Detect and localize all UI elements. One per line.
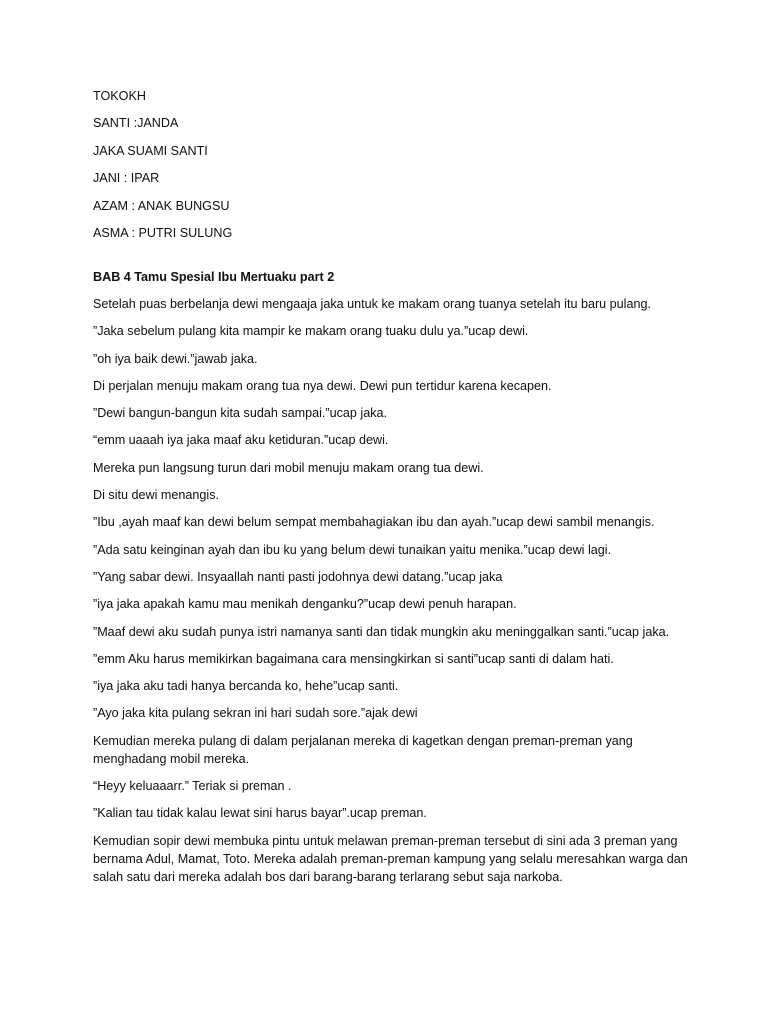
document-body bbox=[93, 87, 693, 895]
cast-line: JANI : IPAR bbox=[93, 171, 160, 186]
paragraph: ”Dewi bangun-bangun kita sudah sampai.”ucap jaka. bbox=[93, 406, 388, 421]
paragraph: “emm uaaah iya jaka maaf aku ketiduran.”ucap dewi. bbox=[93, 433, 389, 448]
story-text bbox=[93, 295, 693, 886]
paragraph: ”oh iya baik dewi.”jawab jaka. bbox=[93, 351, 258, 366]
cast-list bbox=[93, 87, 693, 242]
cast-line: TOKOKH bbox=[93, 89, 146, 103]
cast-line: SANTI :JANDA bbox=[93, 116, 179, 131]
paragraph: Kemudian sopir dewi membuka pintu untuk melawan preman-preman tersebut di sini ada 3 preman yang bernama Adul, Mamat, Toto. Mereka adalah preman-preman kampung yang selalu meresahkan warga dan salah satu dari mereka adalah bos dari barang-barang terlarang sebut saja narkoba. bbox=[93, 833, 688, 884]
paragraph: ”Ibu ,ayah maaf kan dewi belum sempat membahagiakan ibu dan ayah.”ucap dewi sambil menangis. bbox=[93, 515, 655, 530]
paragraph: ”Kalian tau tidak kalau lewat sini harus bayar”.ucap preman. bbox=[93, 806, 427, 821]
cast-line: JAKA SUAMI SANTI bbox=[93, 143, 208, 158]
cast-line: ASMA : PUTRI SULUNG bbox=[93, 225, 233, 240]
paragraph: Di situ dewi menangis. bbox=[93, 488, 219, 503]
cast-line: AZAM : ANAK BUNGSU bbox=[93, 198, 230, 213]
paragraph: ”Jaka sebelum pulang kita mampir ke makam orang tuaku dulu ya.”ucap dewi. bbox=[93, 324, 529, 339]
chapter-title: BAB 4 Tamu Spesial Ibu Mertuaku part 2 bbox=[93, 269, 335, 284]
paragraph: ”Ayo jaka kita pulang sekran ini hari sudah sore.”ajak dewi bbox=[93, 706, 418, 721]
paragraph: ”Ada satu keinginan ayah dan ibu ku yang belum dewi tunaikan yaitu menika.”ucap dewi lagi. bbox=[93, 542, 612, 557]
paragraph: ”Yang sabar dewi. Insyaallah nanti pasti jodohnya dewi datang.”ucap jaka bbox=[93, 569, 503, 584]
paragraph: ”emm Aku harus memikirkan bagaimana cara mensingkirkan si santi”ucap santi di dalam hati. bbox=[93, 651, 614, 666]
paragraph: ”Maaf dewi aku sudah punya istri namanya santi dan tidak mungkin aku meninggalkan santi.”ucap jaka. bbox=[93, 624, 670, 639]
paragraph: Mereka pun langsung turun dari mobil menuju makam orang tua dewi. bbox=[93, 460, 484, 475]
paragraph: “Heyy keluaaarr.” Teriak si preman . bbox=[93, 779, 292, 793]
paragraph: ”iya jaka aku tadi hanya bercanda ko, hehe”ucap santi. bbox=[93, 679, 399, 694]
paragraph: ”iya jaka apakah kamu mau menikah denganku?”ucap dewi penuh harapan. bbox=[93, 597, 517, 612]
paragraph: Kemudian mereka pulang di dalam perjalanan mereka di kagetkan dengan preman-preman yang menghadang mobil mereka. bbox=[93, 733, 633, 766]
paragraph: Di perjalan menuju makam orang tua nya dewi. Dewi pun tertidur karena kecapen. bbox=[93, 378, 552, 393]
paragraph: Setelah puas berbelanja dewi mengaaja jaka untuk ke makam orang tuanya setelah itu baru pulang. bbox=[93, 296, 651, 311]
